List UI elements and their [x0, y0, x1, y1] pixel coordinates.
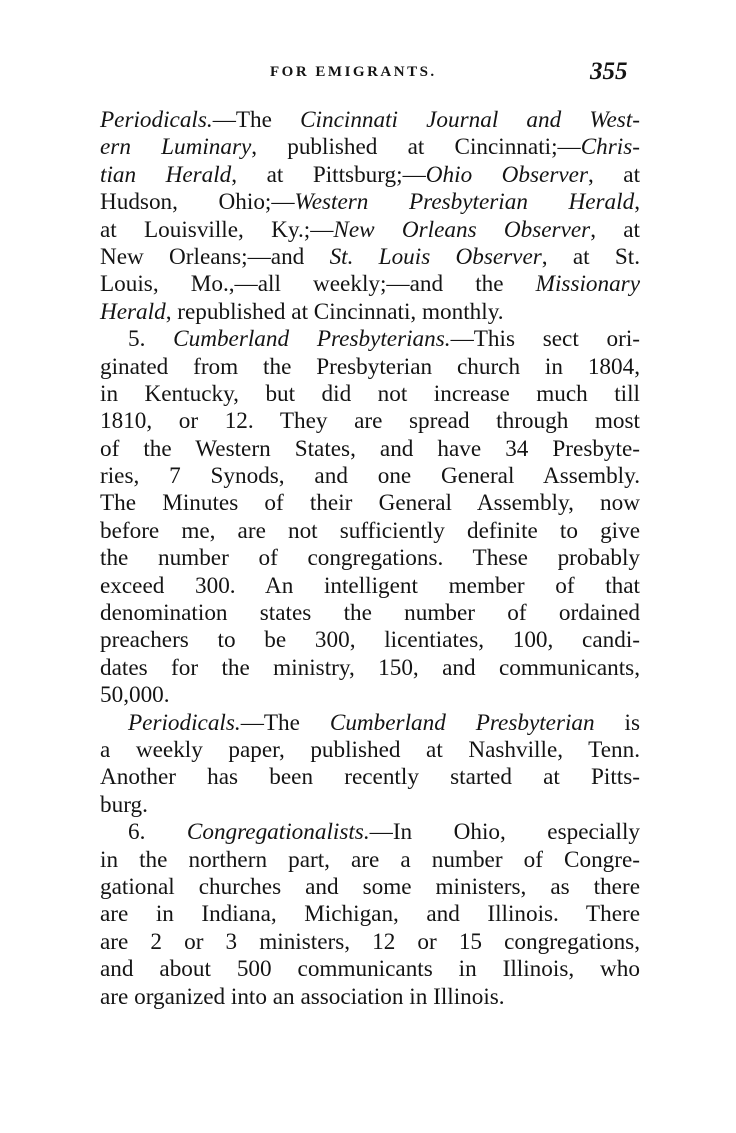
italic-text: Periodicals.: [128, 709, 241, 736]
italic-text: Ohio Observer: [425, 161, 588, 188]
italic-text: New Orleans Observer: [333, 216, 591, 243]
text-run: gational churches and some ministers, as there: [100, 873, 640, 900]
page-number: 355: [590, 58, 628, 85]
text-line: [100, 189, 640, 216]
text-run: the number of congregations. These probably: [100, 545, 640, 572]
text-line: [100, 737, 640, 764]
text-line: [100, 819, 640, 846]
text-line: [100, 682, 640, 709]
text-line: [100, 847, 640, 874]
text-run: are in Indiana, Michigan, and Illinois. There: [100, 901, 640, 928]
text-run: burg.: [100, 791, 148, 818]
text-line: [100, 134, 640, 161]
text-line: [100, 792, 640, 819]
italic-text: Missionary: [535, 271, 640, 298]
body-text: [100, 107, 640, 1011]
italic-text: Cincinnati Journal and West-: [300, 107, 640, 133]
text-line: [100, 929, 640, 956]
text-run: of the Western States, and have 34 Presbyte-: [100, 435, 640, 462]
text-run: ginated from the Presbyterian church in 1804,: [100, 353, 640, 380]
text-run: in Kentucky, but did not increase much till: [100, 380, 640, 407]
text-line: [100, 107, 640, 134]
text-line: [100, 463, 640, 490]
text-line: [100, 573, 640, 600]
text-run: denomination states the number of ordained: [100, 600, 640, 627]
text-run: preachers to be 300, licentiates, 100, candi-: [100, 627, 640, 654]
text-line: [100, 354, 640, 381]
text-run: —The: [212, 107, 301, 133]
text-line: [100, 627, 640, 654]
text-line: [100, 490, 640, 517]
text-line: [100, 984, 640, 1011]
text-line: [100, 271, 640, 298]
text-run: is: [594, 709, 640, 736]
text-line: [100, 600, 640, 627]
text-run: , republished at Cincinnati, monthly.: [165, 298, 504, 325]
text-line: [100, 244, 640, 271]
italic-text: Herald: [100, 298, 166, 325]
text-run: a weekly paper, published at Nashville, Tenn.: [100, 736, 640, 763]
text-run: are 2 or 3 ministers, 12 or 15 congregations,: [100, 928, 640, 955]
text-line: [100, 518, 640, 545]
text-run: , at: [590, 216, 640, 243]
text-run: —This sect ori-: [450, 326, 640, 353]
text-line: [100, 299, 640, 326]
text-run: , at: [587, 161, 641, 188]
text-line: [100, 710, 640, 737]
text-run: 50,000.: [100, 682, 170, 709]
text-run: 5.: [128, 326, 174, 353]
text-run: before me, are not sufficiently definite to give: [100, 517, 640, 544]
italic-text: Western Presbyterian Herald: [294, 189, 635, 216]
italic-text: ern Luminary: [100, 134, 252, 161]
text-run: , at Pittsburg;—: [231, 161, 426, 188]
text-run: , published at Cincinnati;—: [251, 134, 581, 161]
text-line: [100, 162, 640, 189]
text-line: [100, 436, 640, 463]
text-run: exceed 300. An intelligent member of that: [100, 572, 640, 599]
text-run: —In Ohio, especially: [369, 819, 640, 846]
italic-text: Cumberland Presbyterians.: [173, 326, 451, 353]
text-run: Another has been recently started at Pitts-: [100, 764, 640, 791]
text-run: New Orleans;—and: [100, 243, 330, 270]
text-run: Louis, Mo.,—all weekly;—and the: [100, 271, 536, 298]
text-run: 1810, or 12. They are spread through most: [100, 408, 640, 435]
text-line: [100, 764, 640, 791]
text-line: [100, 545, 640, 572]
text-run: , at St.: [541, 243, 640, 270]
text-run: The Minutes of their General Assembly, now: [100, 490, 640, 517]
text-line: [100, 408, 640, 435]
text-run: 6.: [128, 819, 187, 846]
text-line: [100, 326, 640, 353]
italic-text: Cumberland Presbyterian: [329, 709, 595, 736]
text-line: [100, 655, 640, 682]
text-line: [100, 901, 640, 928]
italic-text: Periodicals.: [100, 107, 213, 133]
text-run: at Louisville, Ky.;—: [100, 216, 334, 243]
italic-text: Congregationalists.: [186, 819, 370, 846]
italic-text: Chris-: [580, 134, 640, 161]
text-run: ries, 7 Synods, and one General Assembly.: [100, 463, 640, 490]
text-run: —The: [240, 709, 330, 736]
text-line: [100, 874, 640, 901]
text-run: are organized into an association in Illinois.: [100, 983, 505, 1010]
text-line: [100, 381, 640, 408]
italic-text: St. Louis Observer: [329, 243, 542, 270]
running-title: FOR EMIGRANTS.: [270, 64, 437, 80]
text-line: [100, 217, 640, 244]
running-head: [0, 60, 736, 90]
text-run: ,: [634, 189, 640, 216]
text-run: Hudson, Ohio;—: [100, 189, 295, 216]
text-run: and about 500 communicants in Illinois, who: [100, 956, 640, 983]
italic-text: tian Herald: [100, 161, 232, 188]
text-run: dates for the ministry, 150, and communicants,: [100, 654, 640, 681]
text-run: in the northern part, are a number of Congre-: [100, 846, 640, 873]
text-line: [100, 956, 640, 983]
